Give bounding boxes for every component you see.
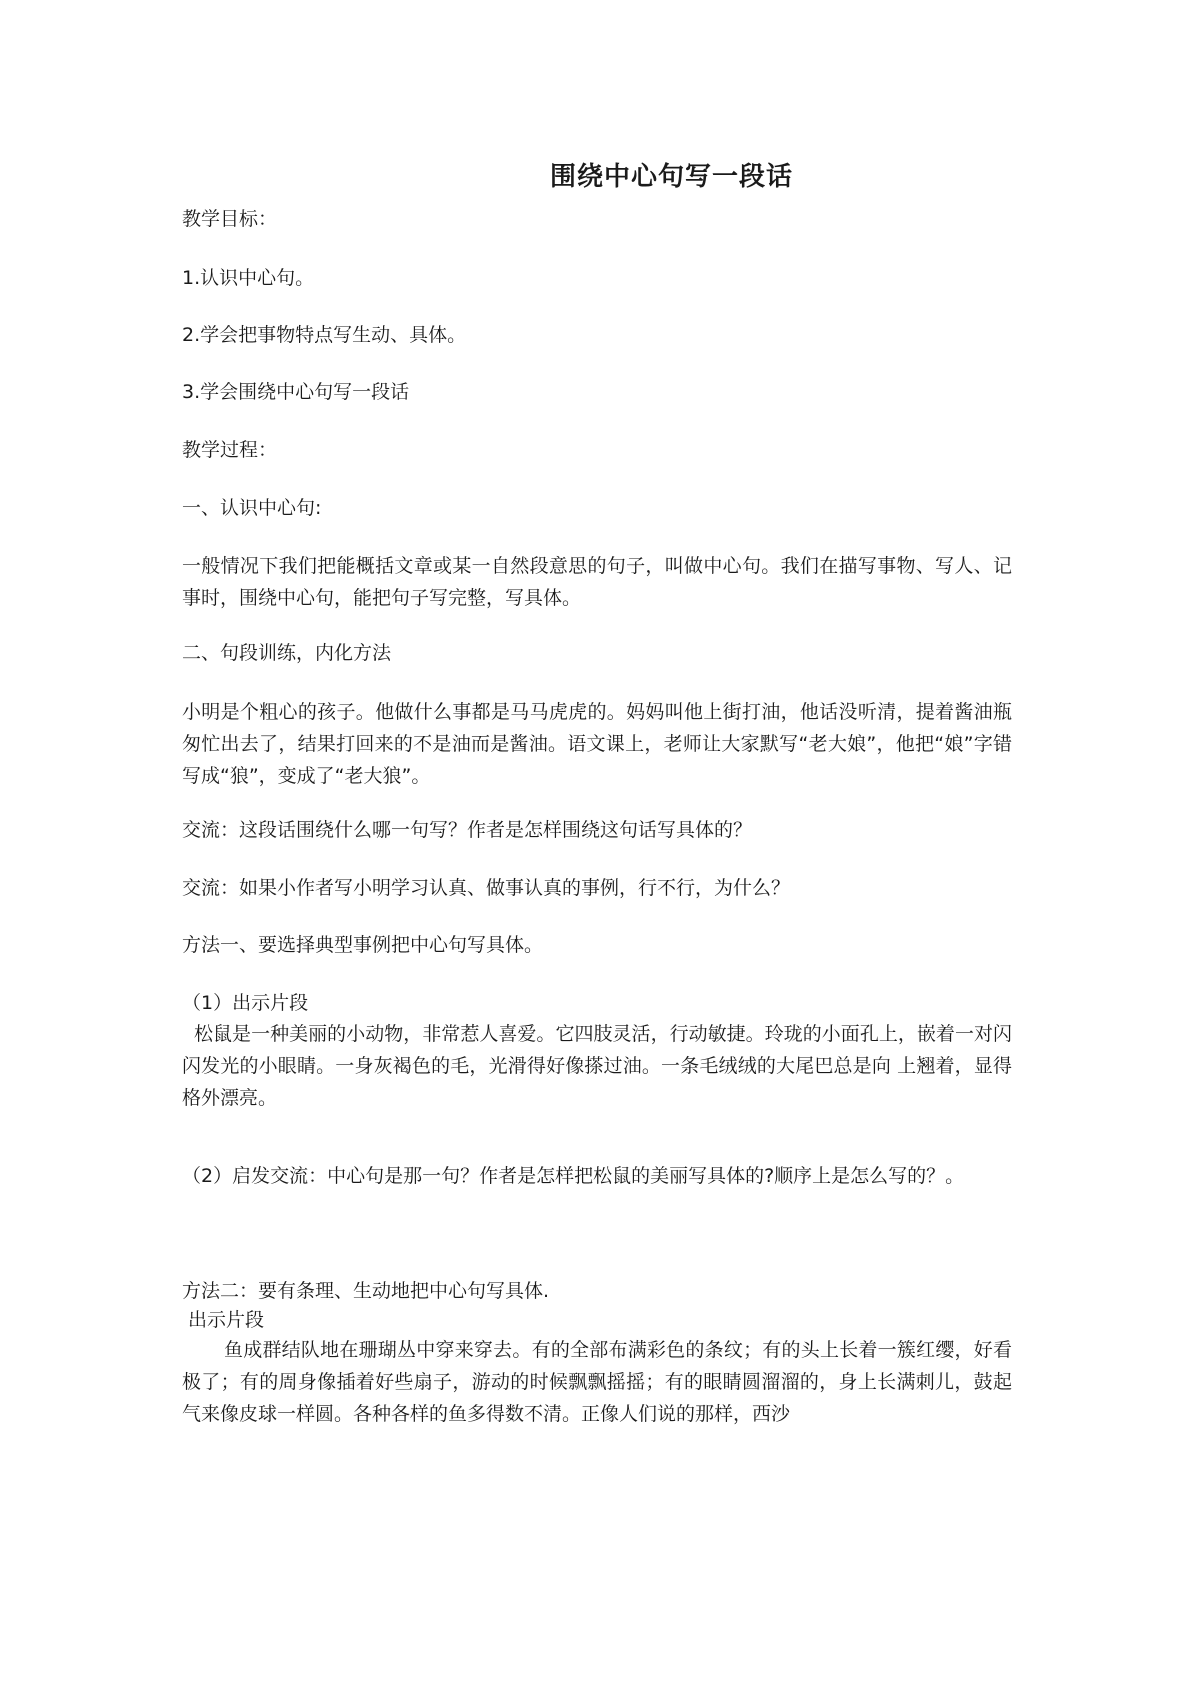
section-1-body: 一般情况下我们把能概括文章或某一自然段意思的句子，叫做中心句。我们在描写事物、写人、记事时，围绕中心句，能把句子写完整，写具体。 xyxy=(182,555,1012,609)
discussion-1: 交流：这段话围绕什么哪一句写？作者是怎样围绕这句话写具体的？ xyxy=(182,819,753,841)
method-1-step-1-label: （1）出示片段 xyxy=(182,992,309,1014)
objective-item-1: 1.认识中心句。 xyxy=(182,267,315,289)
method-1-step-2: （2）启发交流：中心句是那一句？作者是怎样把松鼠的美丽写具体的?顺序上是怎么写的？。 xyxy=(182,1165,965,1187)
process-heading: 教学过程： xyxy=(182,439,278,461)
method-2-heading: 方法二：要有条理、生动地把中心句写具体. xyxy=(182,1280,550,1302)
method-2-excerpt: 鱼成群结队地在珊瑚丛中穿来穿去。有的全部布满彩色的条纹；有的头上长着一簇红缨，好看极了；有的周身像插着好些扇子，游动的时候飘飘摇摇；有的眼睛圆溜溜的，身上长满刺儿，鼓起气来像皮球一样圆。各种各样的鱼多得数不清。正像人们说的那样，西沙 xyxy=(182,1339,1012,1425)
method-1-heading: 方法一、要选择典型事例把中心句写具体。 xyxy=(182,934,544,956)
objectives-heading: 教学目标： xyxy=(182,208,278,230)
discussion-2: 交流：如果小作者写小明学习认真、做事认真的事例，行不行，为什么？ xyxy=(182,877,791,899)
document-title: 围绕中心句写一段话 xyxy=(550,162,794,192)
method-2-label: 出示片段 xyxy=(182,1309,265,1331)
method-1-excerpt: 松鼠是一种美丽的小动物，非常惹人喜爱。它四肢灵活，行动敏捷。玲珑的小面孔上，嵌着一对闪 闪发光的小眼睛。一身灰褐色的毛，光滑得好像搽过油。一条毛绒绒的大尾巴总是向 上翘着，显得格外漂亮。 xyxy=(182,1023,1012,1109)
section-1-heading: 一、认识中心句: xyxy=(182,497,322,519)
objective-item-2: 2.学会把事物特点写生动、具体。 xyxy=(182,324,467,346)
objective-item-3: 3.学会围绕中心句写一段话 xyxy=(182,381,410,403)
section-2-heading: 二、句段训练，内化方法 xyxy=(182,642,392,664)
example-paragraph: 小明是个粗心的孩子。他做什么事都是马马虎虎的。妈妈叫他上街打油，他话没听清，提着酱油瓶匆忙出去了，结果打回来的不是油而是酱油。语文课上，老师让大家默写“老大娘”，他把“娘”字错写成“狼”，变成了“老大狼”。 xyxy=(182,701,1012,787)
